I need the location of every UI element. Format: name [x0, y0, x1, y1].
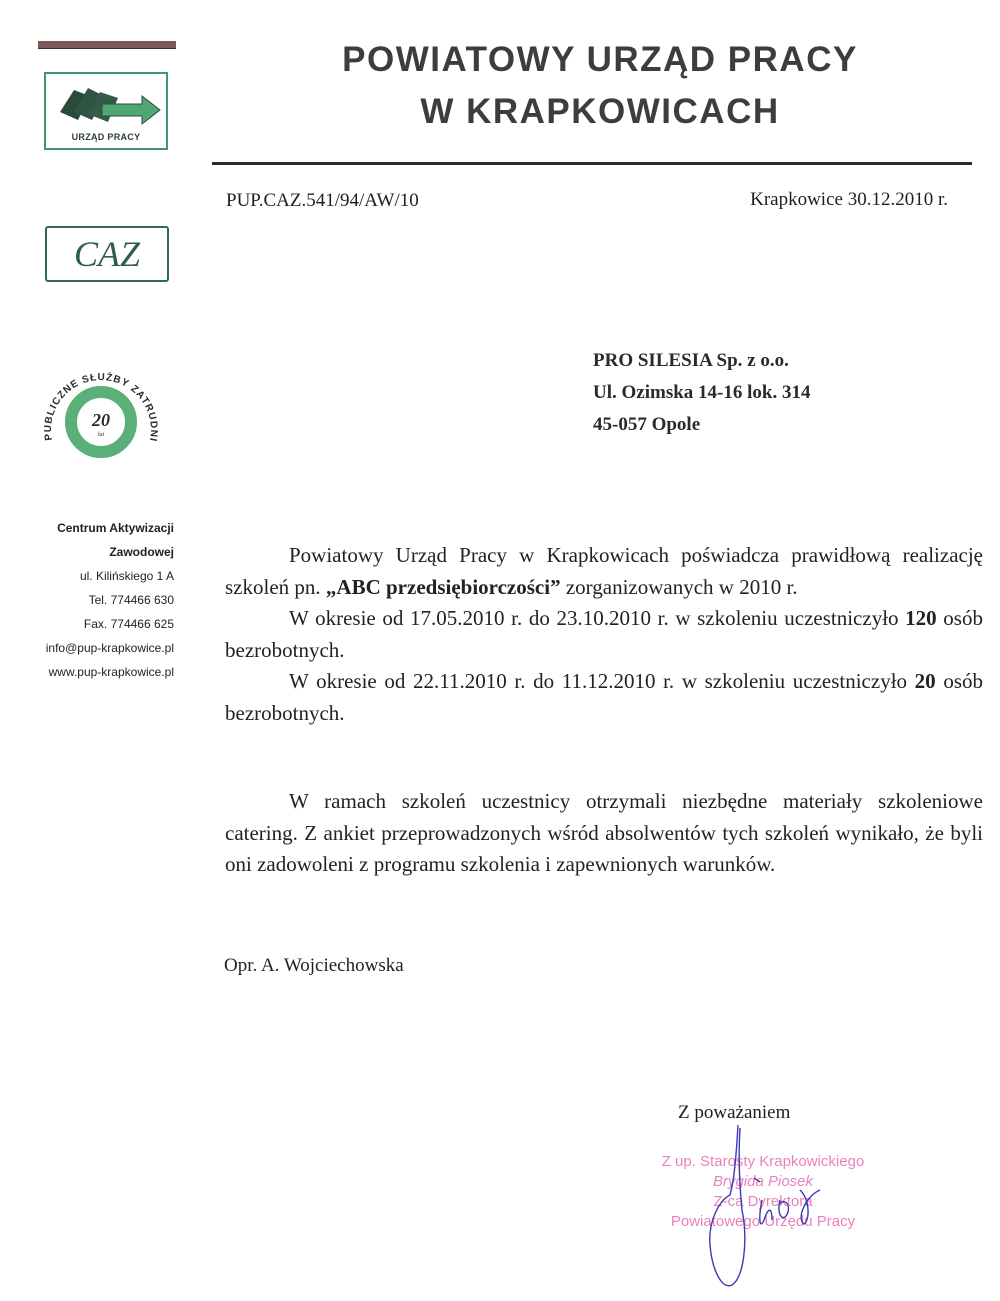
anniversary-outer-text: PUBLICZNE SŁUŻBY ZATRUDNI — [42, 372, 160, 443]
recipient-line-2: Ul. Ozimska 14-16 lok. 314 — [593, 382, 811, 403]
sidebar-website[interactable]: www.pup-krapkowice.pl — [48, 665, 174, 679]
anniversary-logo — [38, 360, 163, 475]
sidebar-fax: Fax. 774466 625 — [83, 617, 174, 631]
signature — [660, 1120, 860, 1300]
paragraph-text: osób bezrobotnych. — [225, 606, 983, 662]
paragraph-text: osób bezrobotnych. — [225, 669, 983, 725]
stamp-line: Z-ca Dyrektora — [713, 1193, 813, 1210]
anniversary-number: 20 — [92, 410, 110, 430]
top-accent-bar — [38, 41, 176, 49]
place-date: Krapkowice 30.12.2010 r. — [750, 189, 948, 210]
recipient-line-3: 45-057 Opole — [593, 414, 701, 435]
page-title-line-2: W KRAPKOWICACH — [420, 92, 780, 131]
participant-count: 20 — [914, 669, 936, 693]
arrow-cards-icon — [48, 76, 168, 136]
paragraph-text: Powiatowy Urząd Pracy w Krapkowicach poświadcza prawidłową realizację szkoleń pn. — [225, 543, 983, 599]
anniversary-sub: lat — [97, 432, 105, 438]
sidebar-email[interactable]: info@pup-krapkowice.pl — [45, 641, 174, 655]
reference-number: PUP.CAZ.541/94/AW/10 — [226, 190, 419, 211]
sidebar-phone: Tel. 774466 630 — [88, 593, 174, 607]
caz-logo: CAZ — [45, 226, 169, 282]
letter-body-2 — [225, 786, 983, 881]
sidebar-address: ul. Kilińskiego 1 A — [79, 569, 174, 583]
paragraph-3 — [225, 666, 983, 729]
recipient-line-1: PRO SILESIA Sp. z o.o. — [593, 350, 789, 371]
paragraph-text: W okresie od 22.11.2010 r. do 11.12.2010 r. w szkoleniu uczestniczyło — [289, 669, 915, 693]
sidebar-line: Centrum Aktywizacji — [57, 521, 174, 535]
paragraph-1 — [225, 540, 983, 603]
sidebar-contact — [4, 516, 174, 684]
paragraph-text: W okresie od 17.05.2010 r. do 23.10.2010 r. w szkoleniu uczestniczyło — [289, 606, 906, 630]
stamp-line: Brygida Piosek — [712, 1173, 814, 1190]
header-divider — [212, 162, 972, 165]
participant-count: 120 — [905, 606, 937, 630]
letter-body — [225, 540, 983, 729]
page-title-line-1: POWIATOWY URZĄD PRACY — [342, 40, 858, 79]
logo-label: URZĄD PRACY — [71, 132, 141, 142]
closing: Z poważaniem — [678, 1102, 791, 1123]
urzad-pracy-logo — [44, 72, 168, 150]
paragraph-2 — [225, 603, 983, 666]
paragraph-text: zorganizowanych w 2010 r. — [560, 574, 798, 599]
stamp-line: Z up. Starosty Krapkowickiego — [661, 1153, 865, 1170]
stamp-line: Powiatowego Urzędu Pracy — [670, 1213, 856, 1230]
paragraph-4: W ramach szkoleń uczestnicy otrzymali niezbędne materiały szkoleniowe catering. Z ankiet przeprowadzonych wśród absolwentów tych szkoleń wynikało, że byli oni zadowoleni z programu szkolenia i zapewnionych warunków. — [225, 789, 983, 876]
training-name: „ABC przedsiębiorczości” — [325, 574, 561, 599]
prepared-by: Opr. A. Wojciechowska — [224, 955, 404, 976]
sidebar-line: Zawodowej — [109, 545, 174, 559]
